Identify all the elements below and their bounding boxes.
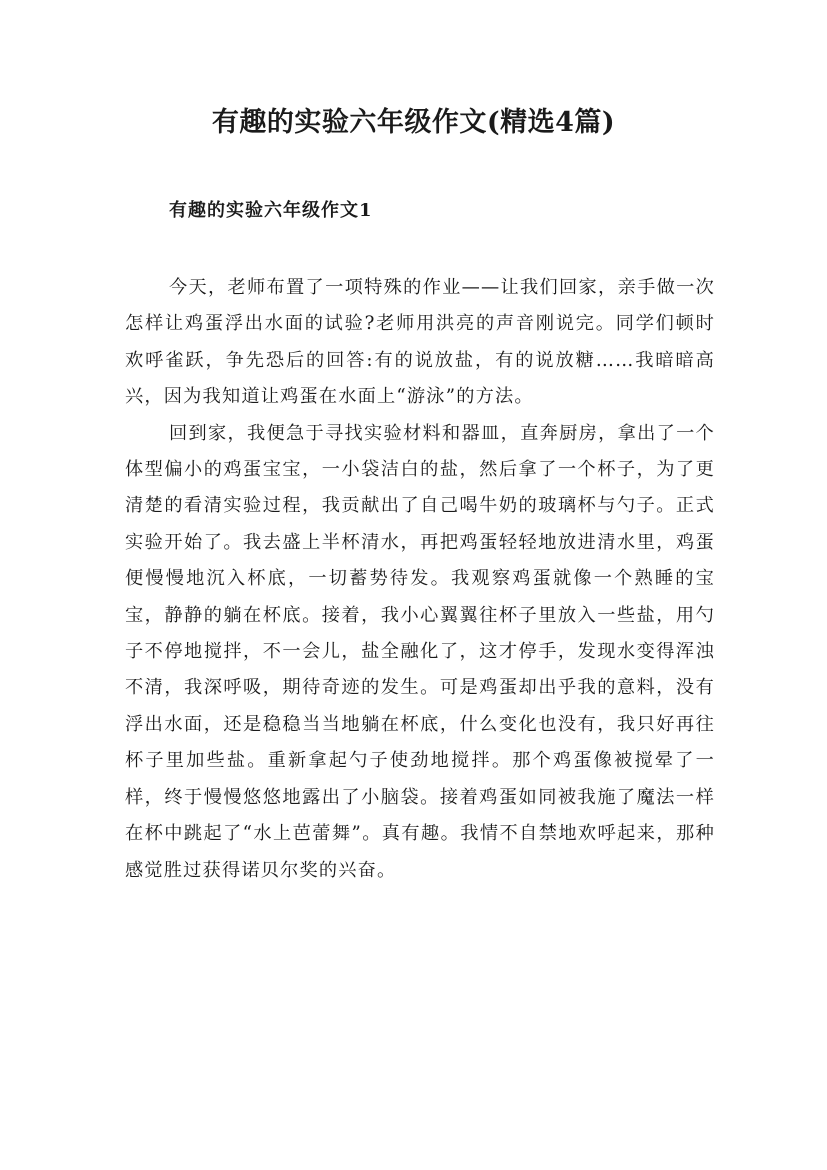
paragraph-2: 回到家，我便急于寻找实验材料和器皿，直奔厨房，拿出了一个体型偏小的鸡蛋宝宝，一小袋洁白的盐，然后拿了一个杯子，为了更清楚的看清实验过程，我贡献出了自己喝牛奶的玻璃杯与勺子。正式实验开始了。我去盛上半杯清水，再把鸡蛋轻轻地放进清水里，鸡蛋便慢慢地沉入杯底，一切蓄势待发。我观察鸡蛋就像一个熟睡的宝宝，静静的躺在杯底。接着，我小心翼翼往杯子里放入一些盐，用勺子不停地搅拌，不一会儿，盐全融化了，这才停手，发现水变得浑浊不清，我深呼吸，期待奇迹的发生。可是鸡蛋却出乎我的意料，没有浮出水面，还是稳稳当当地躺在杯底，什么变化也没有，我只好再往杯子里加些盐。重新拿起勺子使劲地搅拌。那个鸡蛋像被搅晕了一样，终于慢慢悠悠地露出了小脑袋。接着鸡蛋如同被我施了魔法一样在杯中跳起了“水上芭蕾舞”。真有趣。我情不自禁地欢呼起来，那种感觉胜过获得诺贝尔奖的兴奋。 [125,422,715,881]
section-heading: 有趣的实验六年级作文1 [169,200,373,221]
document-title: 有趣的实验六年级作文(精选4篇) [211,107,616,138]
paragraph-1: 今天，老师布置了一项特殊的作业——让我们回家，亲手做一次怎样让鸡蛋浮出水面的试验?老师用洪亮的声音刚说完。同学们顿时欢呼雀跃，争先恐后的回答:有的说放盐，有的说放糖……我暗暗高兴，因为我知道让鸡蛋在水面上“游泳”的方法。 [125,277,715,408]
essay-body [125,270,715,889]
